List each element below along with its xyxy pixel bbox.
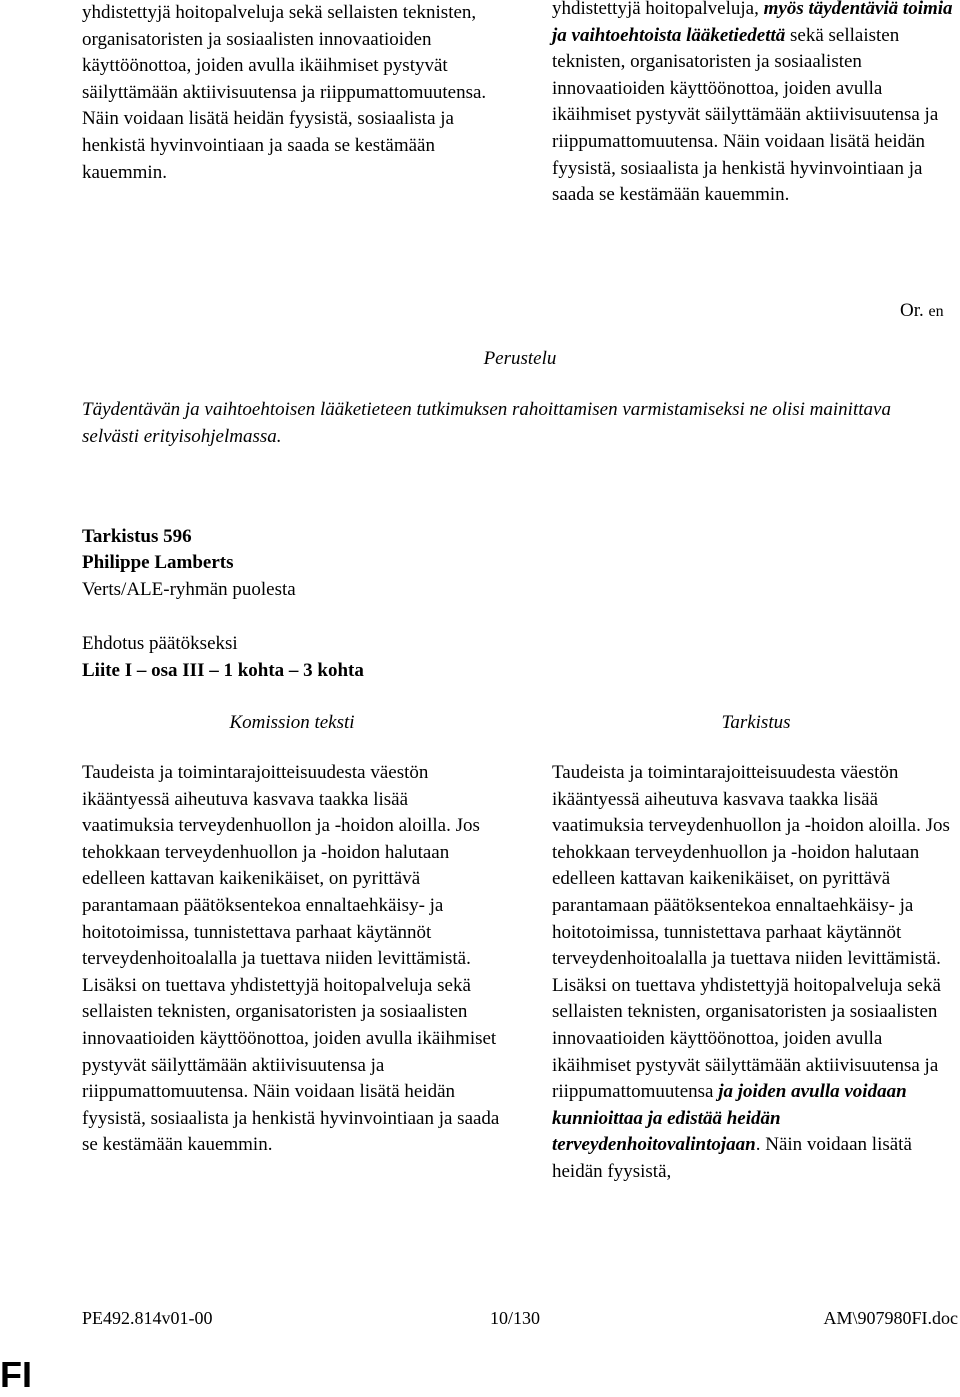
commission-text: Taudeista ja toimintarajoitteisuudesta väestön ikääntyessä aiheutuva kasvava taakka lisää vaatimuksia terveydenhuollon ja -hoidon aloilla. Jos tehokkaan terveydenhuollon ja -hoidon halutaan edelleen kattavan kaikenikäiset, on pyrittävä parantamaan päätöksentekoa ennaltaehkäisy- ja hoitotoimissa, tunnistettava parhaat käytännöt terveydenhoitoalalla ja tuettava niiden levittämistä. Lisäksi on tuettava yhdistettyjä hoitopalveluja sekä sellaisten teknisten, organisatoristen ja sosiaalisten innovaatioiden käyttöönottoa, joiden avulla ikäihmiset pystyvät säilyttämään aktiivisuutensa ja riippumattomuutensa. Näin voidaan lisätä heidän fyysistä, sosiaalista ja henkistä hyvinvointiaan ja saada se kestämään kauemmin.: [82, 762, 500, 1156]
top-right-inserted: myös täydentäviä toimia ja vaihtoehtoista lääketiedettä: [552, 0, 953, 46]
amendment-reference: Liite I – osa III – 1 kohta – 3 kohta: [82, 660, 364, 681]
top-right-text-a: yhdistettyjä hoitopalveluja,: [552, 0, 759, 19]
original-language: [900, 298, 944, 326]
justification-heading: Perustelu: [483, 348, 557, 369]
justification-text: Täydentävän ja vaihtoehtoisen lääketieteen tutkimuksen rahoittamisen varmistamiseksi ne olisi mainittava selvästi erityisohjelmassa.: [82, 399, 891, 447]
amendment-text: [552, 760, 960, 1186]
amendment-title: Tarkistus 596: [82, 526, 192, 547]
top-right-text: [552, 0, 960, 209]
top-left-text: yhdistettyjä hoitopalveluja sekä sellaisten teknisten, organisatoristen ja sosiaalisten innovaatioiden käyttöönottoa, joiden avulla ikäihmiset pystyvät säilyttämään aktiivisuutensa ja riippumattomuutensa. Näin voidaan lisätä heidän fyysistä, sosiaalista ja henkistä hyvinvointiaan ja saada se kestämään kauemmin.: [82, 2, 487, 183]
or-lang: en: [928, 303, 944, 320]
page-footer: [82, 1305, 958, 1331]
language-code: FI: [0, 1354, 32, 1395]
commission-text-heading: Komission teksti: [229, 712, 355, 733]
amendment-author: Philippe Lamberts: [82, 552, 234, 573]
proposal-label: Ehdotus päätökseksi: [82, 633, 238, 654]
amendment-group: Verts/ALE-ryhmän puolesta: [82, 579, 296, 600]
top-right-text-b: sekä sellaisten teknisten, organisatoristen ja sosiaalisten innovaatioiden käyttöönottoa, joiden avulla ikäihmiset pystyvät säilyttämään aktiivisuutensa ja riippumattomuutensa. Näin voidaan lisätä heidän fyysistä, sosiaalista ja henkistä hyvinvointiaan ja saada se kestämään kauemmin.: [552, 24, 939, 206]
footer-doc-ref: PE492.814v01-00: [82, 1308, 213, 1328]
amendment-text-b: . Näin voidaan lisätä heidän fyysistä,: [552, 1134, 912, 1182]
amendment-heading: Tarkistus: [721, 712, 791, 733]
footer-page-number: 10/130: [490, 1308, 541, 1328]
or-label: Or.: [900, 300, 924, 321]
footer-file-name: AM\907980FI.doc: [823, 1308, 958, 1328]
amendment-text-a: Taudeista ja toimintarajoitteisuudesta väestön ikääntyessä aiheutuva kasvava taakka lisää vaatimuksia terveydenhuollon ja -hoidon aloilla. Jos tehokkaan terveydenhuollon ja -hoidon halutaan edelleen kattavan kaikenikäiset, on pyrittävä parantamaan päätöksentekoa ennaltaehkäisy- ja hoitotoimissa, tunnistettava parhaat käytännöt terveydenhoitoalalla ja tuettava niiden levittämistä. Lisäksi on tuettava yhdistettyjä hoitopalveluja sekä sellaisten teknisten, organisatoristen ja sosiaalisten innovaatioiden käyttöönottoa, joiden avulla ikäihmiset pystyvät säilyttämään aktiivisuutensa ja riippumattomuutensa: [552, 762, 950, 1103]
amendment-inserted: ja joiden avulla voidaan kunnioittaa ja edistää heidän terveydenhoitovalintojaan: [552, 1081, 907, 1156]
